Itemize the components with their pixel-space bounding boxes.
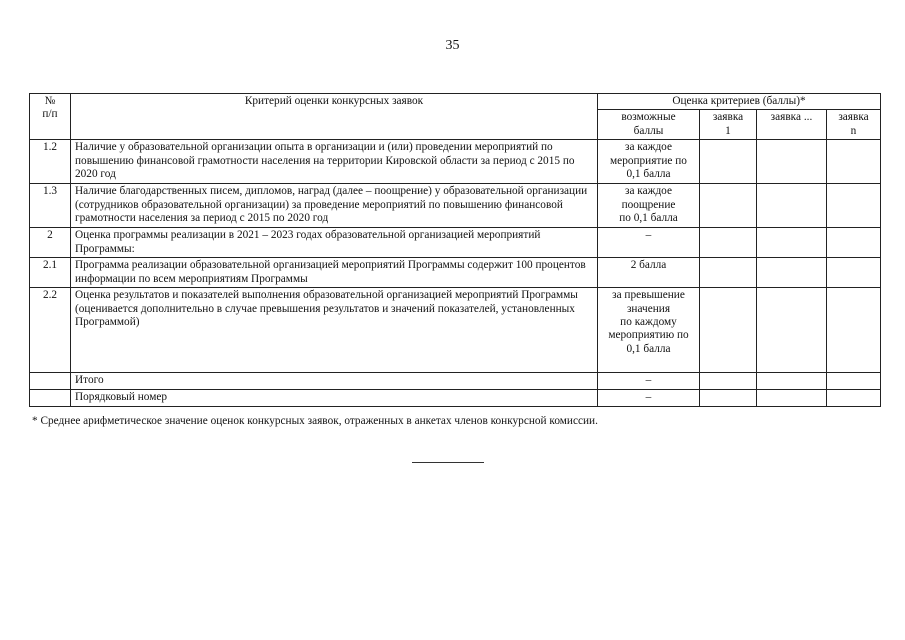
end-divider [412,462,484,463]
row-application-dots [757,140,827,184]
row-points: за каждое поощрение по 0,1 балла [598,184,700,228]
row-application-1 [700,390,757,407]
row-num: 2.1 [30,258,71,288]
table-row-total [30,373,881,390]
row-application-1 [700,373,757,390]
row-criterion: Наличие благодарственных писем, дипломов, наград (далее – поощрение) у образовательной организации (сотрудников образовательной организации) за проведение мероприятий по повышению финансовой грамотности населения за период с 2015 по 2020 год [71,184,598,228]
table-row [30,288,881,373]
row-criterion: Итого [71,373,598,390]
row-num [30,390,71,407]
table-row [30,140,881,184]
criteria-table [29,93,881,407]
header-criterion: Критерий оценки конкурсных заявок [71,94,598,140]
row-application-1 [700,228,757,258]
row-points: за превышение значения по каждому мероприятию по 0,1 балла [598,288,700,373]
row-application-n [827,390,881,407]
header-application-n: заявка n [827,110,881,140]
row-application-n [827,258,881,288]
row-application-n [827,184,881,228]
row-application-dots [757,228,827,258]
row-num [30,373,71,390]
header-application-1: заявка 1 [700,110,757,140]
row-application-n [827,373,881,390]
row-criterion: Оценка программы реализации в 2021 – 2023 годах образовательной организацией мероприятий Программы: [71,228,598,258]
row-criterion: Наличие у образовательной организации опыта в организации и (или) проведении мероприятий по повышению финансовой грамотности населения на территории Кировской области за период с 2015 по 2020 год [71,140,598,184]
row-num: 1.3 [30,184,71,228]
header-possible-points: возможные баллы [598,110,700,140]
footnote: * Среднее арифметическое значение оценок конкурсных заявок, отраженных в анкетах членов конкурсной комиссии. [32,415,598,427]
row-application-dots [757,390,827,407]
row-points: – [598,390,700,407]
table-row [30,228,881,258]
header-row-1 [30,94,881,110]
row-num: 2 [30,228,71,258]
header-num: № п/п [30,94,71,140]
row-application-n [827,288,881,373]
row-application-dots [757,184,827,228]
row-criterion: Программа реализации образовательной организацией мероприятий Программы содержит 100 процентов информации по всем мероприятиям Программы [71,258,598,288]
row-application-dots [757,373,827,390]
row-application-dots [757,288,827,373]
row-application-dots [757,258,827,288]
table-row [30,258,881,288]
table-row-rank [30,390,881,407]
row-points: – [598,373,700,390]
row-application-1 [700,258,757,288]
row-application-1 [700,288,757,373]
page-number: 35 [445,38,460,53]
header-application-dots: заявка ... [757,110,827,140]
row-application-1 [700,140,757,184]
row-points: – [598,228,700,258]
row-application-1 [700,184,757,228]
row-application-n [827,228,881,258]
row-application-n [827,140,881,184]
row-criterion: Порядковый номер [71,390,598,407]
header-evaluation: Оценка критериев (баллы)* [598,94,881,110]
row-points: за каждое мероприятие по 0,1 балла [598,140,700,184]
row-criterion: Оценка результатов и показателей выполнения образовательной организацией мероприятий Программы (оценивается дополнительно в случае превышения результатов и значений показателей, установленных Программой) [71,288,598,373]
row-points: 2 балла [598,258,700,288]
table-row [30,184,881,228]
row-num: 2.2 [30,288,71,373]
row-num: 1.2 [30,140,71,184]
